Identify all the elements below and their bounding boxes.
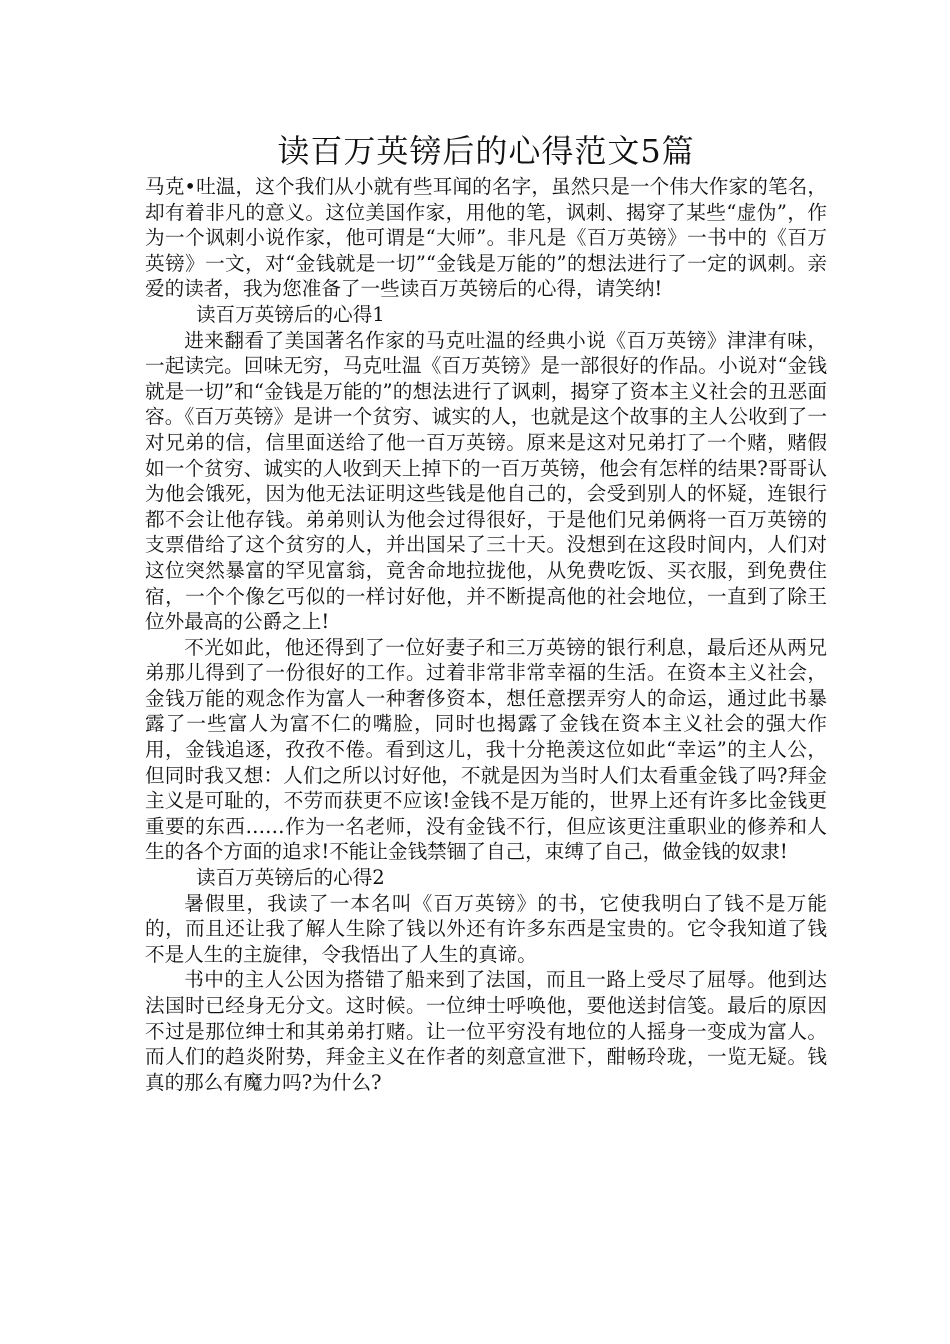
section-2-paragraph-2: 书中的主人公因为搭错了船来到了法国，而且一路上受尽了屈辱。他到达法国时已经身无分文。这时候。一位绅士呼唤他，要他送封信笺。最后的原因不过是那位绅士和其弟弟打赌。让一位平穷没有地位的人摇身一变成为富人。而人们的趋炎附势，拜金主义在作者的刻意宣泄下，酣畅玲珑，一览无疑。钱真的那么有魔力吗?为什么? bbox=[145, 968, 827, 1094]
document-title: 读百万英镑后的心得范文5篇 bbox=[277, 132, 695, 170]
intro-paragraph: 马克•吐温，这个我们从小就有些耳闻的名字，虽然只是一个伟大作家的笔名，却有着非凡的意义。这位美国作家，用他的笔，讽刺、揭穿了某些“虚伪”，作为一个讽刺小说作家，他可谓是“大师”。非凡是《百万英镑》一书中的《百万英镑》一文，对“金钱就是一切”“金钱是万能的”的想法进行了一定的讽刺。亲爱的读者，我为您准备了一些读百万英镑后的心得，请笑纳! bbox=[145, 175, 827, 301]
section-1-heading: 读百万英镑后的心得1 bbox=[195, 302, 385, 326]
section-1-paragraph-1: 进来翻看了美国著名作家的马克吐温的经典小说《百万英镑》津津有味，一起读完。回味无穷，马克吐温《百万英镑》是一部很好的作品。小说对“金钱就是一切”和“金钱是万能的”的想法进行了讽刺，揭穿了资本主义社会的丑恶面容。《百万英镑》是讲一个贫穷、诚实的人，也就是这个故事的主人公收到了一对兄弟的信，信里面送给了他一百万英镑。原来是这对兄弟打了一个赌，赌假如一个贫穷、诚实的人收到天上掉下的一百万英镑，他会有怎样的结果?哥哥认为他会饿死，因为他无法证明这些钱是他自己的，会受到别人的怀疑，连银行都不会让他存钱。弟弟则认为他会过得很好，于是他们兄弟俩将一百万英镑的支票借给了这个贫穷的人，并出国呆了三十天。没想到在这段时间内，人们对这位突然暴富的罕见富翁，竟舍命地拉拢他，从免费吃饭、买衣服，到免费住宿，一个个像乞丐似的一样讨好他，并不断提高他的社会地位，一直到了除王位外最高的公爵之上! bbox=[145, 328, 827, 634]
section-2-heading: 读百万英镑后的心得2 bbox=[195, 866, 385, 890]
section-1-paragraph-2: 不光如此，他还得到了一位好妻子和三万英镑的银行利息，最后还从两兄弟那儿得到了一份很好的工作。过着非常非常幸福的生活。在资本主义社会，金钱万能的观念作为富人一种奢侈资本，想任意摆弄穷人的命运，通过此书暴露了一些富人为富不仁的嘴脸，同时也揭露了金钱在资本主义社会的强大作用，金钱追逐，孜孜不倦。看到这儿，我十分艳羡这位如此“幸运”的主人公，但同时我又想：人们之所以讨好他，不就是因为当时人们太看重金钱了吗?拜金主义是可耻的，不劳而获更不应该!金钱不是万能的，世界上还有许多比金钱更重要的东西……作为一名老师，没有金钱不行，但应该更注重职业的修养和人生的各个方面的追求!不能让金钱禁锢了自己，束缚了自己，做金钱的奴隶! bbox=[145, 635, 827, 864]
document-page bbox=[145, 128, 827, 1095]
section-2-paragraph-1: 暑假里，我读了一本名叫《百万英镑》的书，它使我明白了钱不是万能的，而且还让我了解人生除了钱以外还有许多东西是宝贵的。它令我知道了钱不是人生的主旋律，令我悟出了人生的真谛。 bbox=[145, 891, 827, 966]
